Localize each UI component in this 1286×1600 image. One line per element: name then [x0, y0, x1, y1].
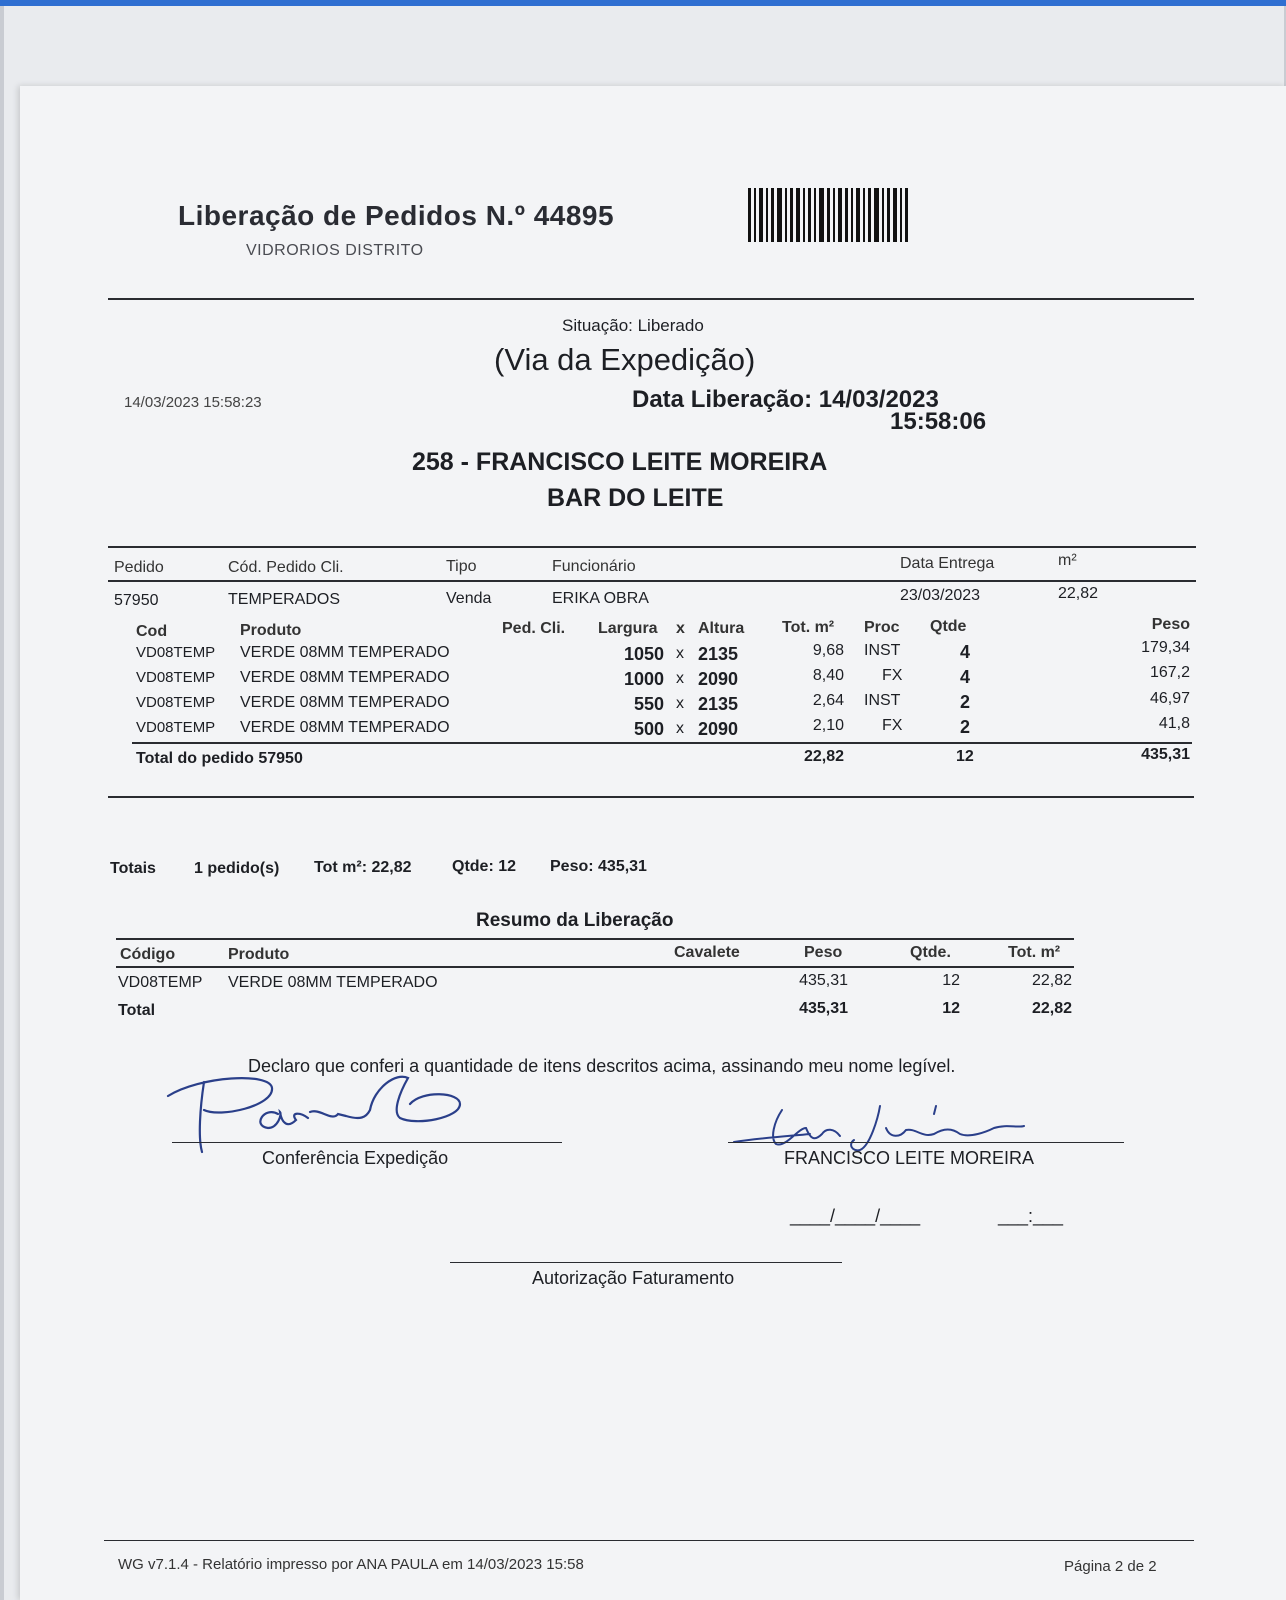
resumo-total-label: Total: [118, 1002, 156, 1019]
cell-qtde: 2: [960, 717, 971, 737]
cell-proc: FX: [882, 667, 903, 684]
value-pedido: 57950: [114, 592, 159, 609]
value-m2: 22,82: [1058, 585, 1099, 602]
label-data-entrega: Data Entrega: [900, 555, 995, 572]
items-total-m2: 22,82: [803, 748, 844, 765]
data-liberacao: Data Liberação: 14/03/2023: [632, 386, 939, 413]
cell-x: x: [676, 695, 684, 712]
label-funcionario: Funcionário: [552, 558, 636, 575]
resumo-cell-tot-m2: 22,82: [1031, 972, 1072, 989]
th-ped-cli: Ped. Cli.: [502, 620, 566, 637]
cell-peso: 41,8: [1158, 715, 1190, 732]
cell-tot-m2: 2,10: [812, 717, 844, 734]
barcode: [748, 188, 940, 242]
totais-label: Totais: [110, 860, 156, 877]
th-qtde: Qtde: [930, 618, 967, 635]
authorization-line: [450, 1262, 842, 1263]
cell-peso: 167,2: [1149, 664, 1190, 681]
th-largura: Largura: [598, 620, 658, 637]
label-pedido: Pedido: [114, 559, 164, 576]
resumo-title: Resumo da Liberação: [476, 910, 674, 931]
items-bottom-line: [108, 796, 1194, 798]
client-business: BAR DO LEITE: [547, 484, 724, 512]
authorization-label: Autorização Faturamento: [532, 1268, 735, 1288]
cell-peso: 179,34: [1141, 639, 1190, 656]
cell-altura: 2135: [698, 694, 739, 714]
cell-largura: 500: [633, 719, 664, 739]
cell-produto: VERDE 08MM TEMPERADO: [240, 719, 450, 736]
resumo-cell-qtde: 12: [942, 972, 960, 989]
resumo-total-tot-m2: 22,82: [1031, 1000, 1072, 1017]
cell-tot-m2: 2,64: [812, 692, 844, 709]
resumo-th-qtde: Qtde.: [910, 944, 951, 961]
cell-proc: INST: [864, 692, 901, 709]
cell-largura: 550: [633, 694, 664, 714]
order-header-line: [108, 580, 1196, 582]
cell-altura: 2135: [698, 644, 739, 664]
cell-cod: VD08TEMP: [136, 719, 216, 736]
resumo-total-qtde: 12: [942, 1000, 960, 1017]
totais-m2: Tot m²: 22,82: [314, 859, 412, 876]
cell-produto: VERDE 08MM TEMPERADO: [240, 644, 450, 661]
cell-cod: VD08TEMP: [136, 669, 216, 686]
printed-timestamp: 14/03/2023 15:58:23: [124, 394, 262, 411]
th-proc: Proc: [864, 619, 900, 636]
cell-qtde: 4: [960, 642, 971, 662]
th-altura: Altura: [698, 620, 745, 637]
cell-qtde: 2: [960, 692, 971, 712]
cell-x: x: [676, 670, 684, 687]
cell-proc: FX: [882, 717, 903, 734]
time-blank: ___:___: [998, 1206, 1064, 1226]
cell-tot-m2: 8,40: [812, 667, 844, 684]
th-produto: Produto: [240, 622, 302, 639]
cell-altura: 2090: [698, 669, 739, 689]
resumo-cell-peso: 435,31: [799, 972, 848, 989]
left-sign-line: [172, 1142, 562, 1143]
resumo-th-codigo: Código: [120, 946, 176, 963]
th-peso: Peso: [1151, 616, 1190, 633]
label-m2: m²: [1058, 552, 1077, 569]
document-title: Liberação de Pedidos N.º 44895: [178, 200, 615, 231]
resumo-header-line: [116, 966, 1074, 968]
cell-x: x: [676, 720, 684, 737]
client-name: 258 - FRANCISCO LEITE MOREIRA: [412, 448, 828, 476]
value-cod-pedido-cli: TEMPERADOS: [228, 591, 341, 608]
signature-paulo: [160, 1068, 480, 1158]
situacao: Situação: Liberado: [562, 316, 704, 335]
right-sign-line: [728, 1142, 1124, 1143]
value-tipo: Venda: [446, 590, 492, 607]
cell-x: x: [676, 645, 684, 662]
declaration-text: Declaro que conferi a quantidade de itens descritos acima, assinando meu nome legível.: [248, 1056, 956, 1076]
th-cod: Cod: [136, 623, 168, 640]
resumo-top-line: [116, 938, 1074, 940]
blue-edge: [0, 0, 1286, 6]
cell-tot-m2: 9,68: [812, 642, 844, 659]
document-page: [20, 86, 1286, 1600]
totais-peso: Peso: 435,31: [550, 858, 647, 875]
value-data-entrega: 23/03/2023: [900, 587, 981, 604]
cell-qtde: 4: [960, 667, 971, 687]
label-cod-pedido-cli: Cód. Pedido Cli.: [228, 559, 344, 576]
via-expedicao: (Via da Expedição): [494, 342, 756, 377]
cell-altura: 2090: [698, 719, 739, 739]
cell-cod: VD08TEMP: [136, 644, 216, 661]
order-top-line: [108, 546, 1196, 548]
cell-peso: 46,97: [1149, 690, 1190, 707]
label-tipo: Tipo: [446, 558, 477, 575]
resumo-cell-codigo: VD08TEMP: [118, 974, 203, 991]
resumo-th-tot-m2: Tot. m²: [1008, 944, 1061, 961]
resumo-th-peso: Peso: [804, 944, 843, 961]
cell-largura: 1050: [623, 644, 664, 664]
resumo-th-cavalete: Cavalete: [674, 944, 740, 961]
date-blank: ____/____/____: [790, 1206, 921, 1226]
items-total-line: [132, 742, 1192, 744]
totais-qtde: Qtde: 12: [452, 858, 517, 875]
cell-cod: VD08TEMP: [136, 694, 216, 711]
cell-largura: 1000: [623, 669, 664, 689]
footer-left: WG v7.1.4 - Relatório impresso por ANA PAULA em 14/03/2023 15:58: [118, 1556, 584, 1573]
th-tot-m2: Tot. m²: [782, 619, 835, 636]
header-divider: [108, 298, 1194, 300]
cell-produto: VERDE 08MM TEMPERADO: [240, 669, 450, 686]
totais-pedidos: 1 pedido(s): [194, 860, 280, 877]
items-total-label: Total do pedido 57950: [136, 750, 303, 767]
resumo-th-produto: Produto: [228, 946, 290, 963]
left-sign-label: Conferência Expedição: [262, 1148, 449, 1168]
right-sign-label: FRANCISCO LEITE MOREIRA: [784, 1148, 1035, 1168]
items-total-qtde: 12: [956, 748, 974, 765]
items-total-peso: 435,31: [1141, 746, 1190, 763]
resumo-cell-produto: VERDE 08MM TEMPERADO: [228, 974, 438, 991]
th-x: x: [676, 620, 685, 637]
footer-line: [104, 1540, 1194, 1541]
resumo-total-peso: 435,31: [799, 1000, 848, 1017]
company-name: VIDRORIOS DISTRITO: [246, 242, 424, 259]
cell-produto: VERDE 08MM TEMPERADO: [240, 694, 450, 711]
data-liberacao-time: 15:58:06: [890, 408, 987, 435]
cell-proc: INST: [864, 642, 901, 659]
footer-right: Página 2 de 2: [1064, 1558, 1157, 1575]
value-funcionario: ERIKA OBRA: [552, 590, 649, 607]
